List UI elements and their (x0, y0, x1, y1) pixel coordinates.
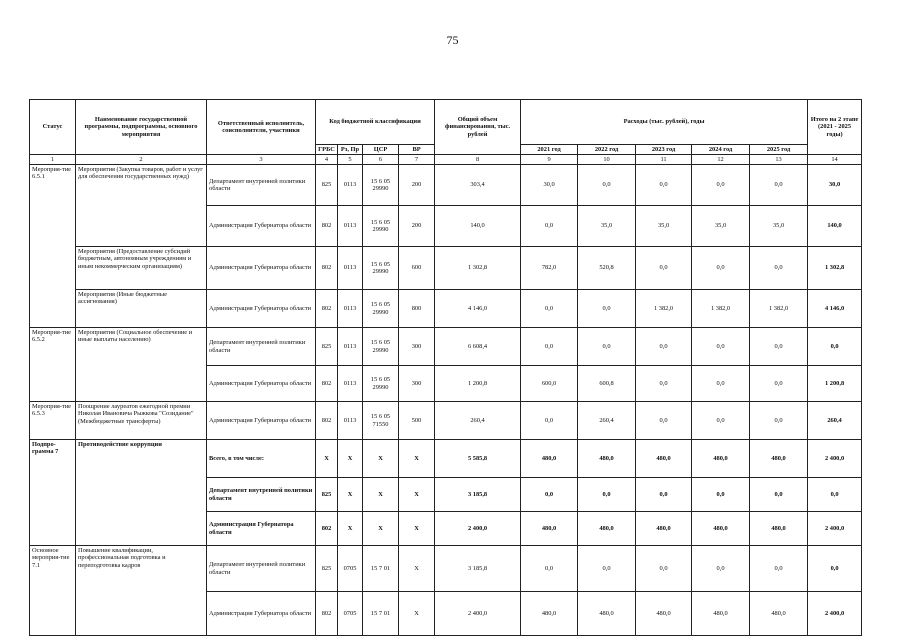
column-number: 8 (435, 155, 521, 165)
row-year-cell: 480,0 (521, 592, 578, 636)
row-code-cell: X (399, 546, 435, 592)
row-year-cell: 0,0 (578, 546, 636, 592)
row-year-cell: 480,0 (578, 592, 636, 636)
row-code-cell: X (338, 440, 363, 478)
column-number: 14 (808, 155, 862, 165)
row-code-cell: 802 (316, 206, 338, 247)
header-budget-code: Код бюджетной классификации (316, 100, 435, 145)
header-code: ЦСР (363, 145, 399, 155)
header-code: ГРБС (316, 145, 338, 155)
row-year-cell: 35,0 (750, 206, 808, 247)
header-year: 2025 год (750, 145, 808, 155)
row-stage-total-cell: 2 400,0 (808, 440, 862, 478)
row-executor: Всего, в том числе: (207, 440, 316, 478)
row-code-cell: 802 (316, 402, 338, 440)
row-executor: Администрация Губернатора области (207, 592, 316, 636)
column-number: 10 (578, 155, 636, 165)
row-status: Подпро-грамма 7 (30, 440, 76, 546)
header-year: 2024 год (692, 145, 750, 155)
row-code-cell: 825 (316, 546, 338, 592)
row-code-cell: 0113 (338, 366, 363, 402)
column-number: 11 (636, 155, 692, 165)
row-code-cell: 0113 (338, 165, 363, 206)
row-year-cell: 480,0 (578, 440, 636, 478)
row-status: Основное мероприя-тие 7.1 (30, 546, 76, 636)
row-year-cell: 35,0 (578, 206, 636, 247)
row-code-cell: 0705 (338, 592, 363, 636)
row-code-cell: X (363, 512, 399, 546)
row-code-cell: 300 (399, 366, 435, 402)
row-year-cell: 480,0 (750, 592, 808, 636)
row-status: Мероприя-тие 6.5.1 (30, 165, 76, 328)
row-year-cell: 782,0 (521, 247, 578, 290)
row-stage-total-cell: 0,0 (808, 478, 862, 512)
row-year-cell: 0,0 (521, 546, 578, 592)
table-row (30, 290, 862, 328)
row-executor: Администрация Губернатора области (207, 402, 316, 440)
row-executor: Администрация Губернатора области (207, 290, 316, 328)
row-code-cell: 0705 (338, 546, 363, 592)
header-year: 2023 год (636, 145, 692, 155)
column-number: 1 (30, 155, 76, 165)
row-code-cell: 0113 (338, 290, 363, 328)
row-year-cell: 1 382,0 (750, 290, 808, 328)
row-year-cell: 480,0 (692, 592, 750, 636)
row-code-cell: X (316, 440, 338, 478)
row-year-cell: 0,0 (692, 546, 750, 592)
table-row (30, 546, 862, 592)
column-number: 2 (76, 155, 207, 165)
row-year-cell: 0,0 (521, 206, 578, 247)
row-code-cell: 15 6 05 71550 (363, 402, 399, 440)
row-year-cell: 480,0 (692, 512, 750, 546)
row-year-cell: 600,8 (578, 366, 636, 402)
row-total-cell: 2 400,0 (435, 512, 521, 546)
row-total-cell: 3 185,8 (435, 478, 521, 512)
row-code-cell: 15 6 05 29990 (363, 165, 399, 206)
row-total-cell: 5 585,8 (435, 440, 521, 478)
row-year-cell: 0,0 (636, 366, 692, 402)
row-code-cell: 15 6 05 29990 (363, 290, 399, 328)
column-number: 7 (399, 155, 435, 165)
row-executor: Департамент внутренней политики области (207, 546, 316, 592)
row-code-cell: 500 (399, 402, 435, 440)
row-code-cell: 800 (399, 290, 435, 328)
row-year-cell: 260,4 (578, 402, 636, 440)
row-year-cell: 480,0 (636, 512, 692, 546)
row-name: Мероприятия (Социальное обеспечение и иные выплаты населению) (76, 328, 207, 402)
row-executor: Администрация Губернатора области (207, 512, 316, 546)
row-code-cell: 0113 (338, 206, 363, 247)
row-year-cell: 480,0 (750, 512, 808, 546)
row-stage-total-cell: 0,0 (808, 328, 862, 366)
row-year-cell: 0,0 (750, 546, 808, 592)
row-year-cell: 0,0 (521, 402, 578, 440)
row-year-cell: 0,0 (521, 478, 578, 512)
row-stage-total-cell: 1 200,8 (808, 366, 862, 402)
row-executor: Администрация Губернатора области (207, 206, 316, 247)
row-year-cell: 0,0 (521, 290, 578, 328)
row-year-cell: 0,0 (692, 402, 750, 440)
row-name: Мероприятия (Иные бюджетные ассигнования) (76, 290, 207, 328)
row-year-cell: 480,0 (521, 512, 578, 546)
row-year-cell: 480,0 (636, 592, 692, 636)
row-year-cell: 0,0 (521, 328, 578, 366)
row-year-cell: 600,0 (521, 366, 578, 402)
row-total-cell: 260,4 (435, 402, 521, 440)
row-code-cell: 802 (316, 366, 338, 402)
row-code-cell: 825 (316, 478, 338, 512)
row-year-cell: 0,0 (692, 328, 750, 366)
row-code-cell: 200 (399, 206, 435, 247)
row-code-cell: 200 (399, 165, 435, 206)
row-year-cell: 0,0 (750, 165, 808, 206)
row-code-cell: 15 6 05 29990 (363, 328, 399, 366)
row-code-cell: 802 (316, 247, 338, 290)
row-year-cell: 0,0 (750, 366, 808, 402)
row-status: Мероприя-тие 6.5.3 (30, 402, 76, 440)
row-year-cell: 480,0 (750, 440, 808, 478)
header-code: ВР (399, 145, 435, 155)
header-name: Наименование государственной программы, подпрограммы, основного мероприятия (76, 100, 207, 155)
row-year-cell: 480,0 (636, 440, 692, 478)
row-year-cell: 1 382,0 (692, 290, 750, 328)
row-total-cell: 1 302,8 (435, 247, 521, 290)
row-stage-total-cell: 4 146,0 (808, 290, 862, 328)
row-total-cell: 6 608,4 (435, 328, 521, 366)
row-code-cell: 15 6 05 29990 (363, 247, 399, 290)
row-code-cell: X (363, 440, 399, 478)
header-executor: Ответственный исполнитель, соисполнители, участники (207, 100, 316, 155)
row-code-cell: 825 (316, 328, 338, 366)
row-year-cell: 0,0 (750, 478, 808, 512)
row-total-cell: 1 200,8 (435, 366, 521, 402)
row-code-cell: X (399, 512, 435, 546)
row-executor: Администрация Губернатора области (207, 366, 316, 402)
row-year-cell: 30,0 (521, 165, 578, 206)
row-code-cell: 15 6 05 29990 (363, 206, 399, 247)
table-row (30, 328, 862, 366)
header-year: 2021 год (521, 145, 578, 155)
row-name: Поощрение лауреатов ежегодной премии Николая Ивановича Рыжкова "Созидание" (Межбюджетные трансферты) (76, 402, 207, 440)
row-stage-total-cell: 30,0 (808, 165, 862, 206)
row-year-cell: 0,0 (750, 402, 808, 440)
column-number: 9 (521, 155, 578, 165)
row-code-cell: 0113 (338, 328, 363, 366)
header-code: Рз, Пр (338, 145, 363, 155)
row-code-cell: X (399, 592, 435, 636)
row-status: Мероприя-тие 6.5.2 (30, 328, 76, 402)
row-stage-total-cell: 140,0 (808, 206, 862, 247)
row-code-cell: X (399, 440, 435, 478)
row-year-cell: 0,0 (750, 247, 808, 290)
row-name: Повышение квалификации, профессиональная подготовка и переподготовка кадров (76, 546, 207, 636)
row-year-cell: 0,0 (636, 546, 692, 592)
row-year-cell: 0,0 (578, 478, 636, 512)
table-row (30, 402, 862, 440)
row-year-cell: 0,0 (636, 247, 692, 290)
row-year-cell: 35,0 (636, 206, 692, 247)
header-year: 2022 год (578, 145, 636, 155)
table-row (30, 440, 862, 478)
row-total-cell: 2 400,0 (435, 592, 521, 636)
column-number: 13 (750, 155, 808, 165)
row-executor: Департамент внутренней политики области (207, 328, 316, 366)
row-year-cell: 480,0 (521, 440, 578, 478)
row-year-cell: 520,8 (578, 247, 636, 290)
row-year-cell: 0,0 (692, 366, 750, 402)
header-stage-total: Итого на 2 этапе (2021 - 2025 годы) (808, 100, 862, 155)
row-code-cell: X (338, 478, 363, 512)
row-name: Мероприятия (Закупка товаров, работ и услуг для обеспечения государственных нужд) (76, 165, 207, 247)
row-year-cell: 0,0 (636, 478, 692, 512)
row-code-cell: 802 (316, 592, 338, 636)
row-year-cell: 0,0 (636, 328, 692, 366)
header-status: Статус (30, 100, 76, 155)
row-executor: Администрация Губернатора области (207, 247, 316, 290)
budget-table (29, 99, 862, 636)
row-stage-total-cell: 2 400,0 (808, 592, 862, 636)
row-year-cell: 0,0 (578, 290, 636, 328)
row-year-cell: 480,0 (692, 440, 750, 478)
row-name: Противодействие коррупции (76, 440, 207, 546)
row-year-cell: 0,0 (578, 165, 636, 206)
column-number: 5 (338, 155, 363, 165)
row-year-cell: 0,0 (636, 165, 692, 206)
row-total-cell: 4 146,0 (435, 290, 521, 328)
row-year-cell: 1 382,0 (636, 290, 692, 328)
header-total: Общий объем финансирования, тыс. рублей (435, 100, 521, 155)
row-year-cell: 0,0 (750, 328, 808, 366)
table-row (30, 165, 862, 206)
row-code-cell: 15 7 01 (363, 592, 399, 636)
row-total-cell: 303,4 (435, 165, 521, 206)
table-row (30, 247, 862, 290)
row-name: Мероприятия (Предоставление субсидий бюджетным, автономным учреждениям и иным некоммерческим организациям) (76, 247, 207, 290)
column-number: 12 (692, 155, 750, 165)
row-code-cell: 802 (316, 512, 338, 546)
row-code-cell: X (363, 478, 399, 512)
row-code-cell: X (338, 512, 363, 546)
row-code-cell: 600 (399, 247, 435, 290)
row-code-cell: 825 (316, 165, 338, 206)
page-number: 75 (446, 33, 459, 47)
column-number: 3 (207, 155, 316, 165)
column-number: 6 (363, 155, 399, 165)
row-code-cell: 0113 (338, 402, 363, 440)
row-year-cell: 480,0 (578, 512, 636, 546)
row-year-cell: 0,0 (578, 328, 636, 366)
row-executor: Департамент внутренней политики области (207, 165, 316, 206)
row-code-cell: 15 6 05 29990 (363, 366, 399, 402)
row-code-cell: 300 (399, 328, 435, 366)
row-year-cell: 0,0 (692, 247, 750, 290)
row-year-cell: 0,0 (692, 165, 750, 206)
row-stage-total-cell: 1 302,8 (808, 247, 862, 290)
row-executor: Департамент внутренней политики области (207, 478, 316, 512)
header-expenses: Расходы (тыс. рублей), годы (521, 100, 808, 145)
row-total-cell: 3 185,8 (435, 546, 521, 592)
row-code-cell: 15 7 01 (363, 546, 399, 592)
row-stage-total-cell: 260,4 (808, 402, 862, 440)
row-year-cell: 35,0 (692, 206, 750, 247)
row-stage-total-cell: 0,0 (808, 546, 862, 592)
column-number: 4 (316, 155, 338, 165)
row-total-cell: 140,0 (435, 206, 521, 247)
row-code-cell: 802 (316, 290, 338, 328)
row-stage-total-cell: 2 400,0 (808, 512, 862, 546)
row-code-cell: 0113 (338, 247, 363, 290)
row-year-cell: 0,0 (692, 478, 750, 512)
row-year-cell: 0,0 (636, 402, 692, 440)
row-code-cell: X (399, 478, 435, 512)
